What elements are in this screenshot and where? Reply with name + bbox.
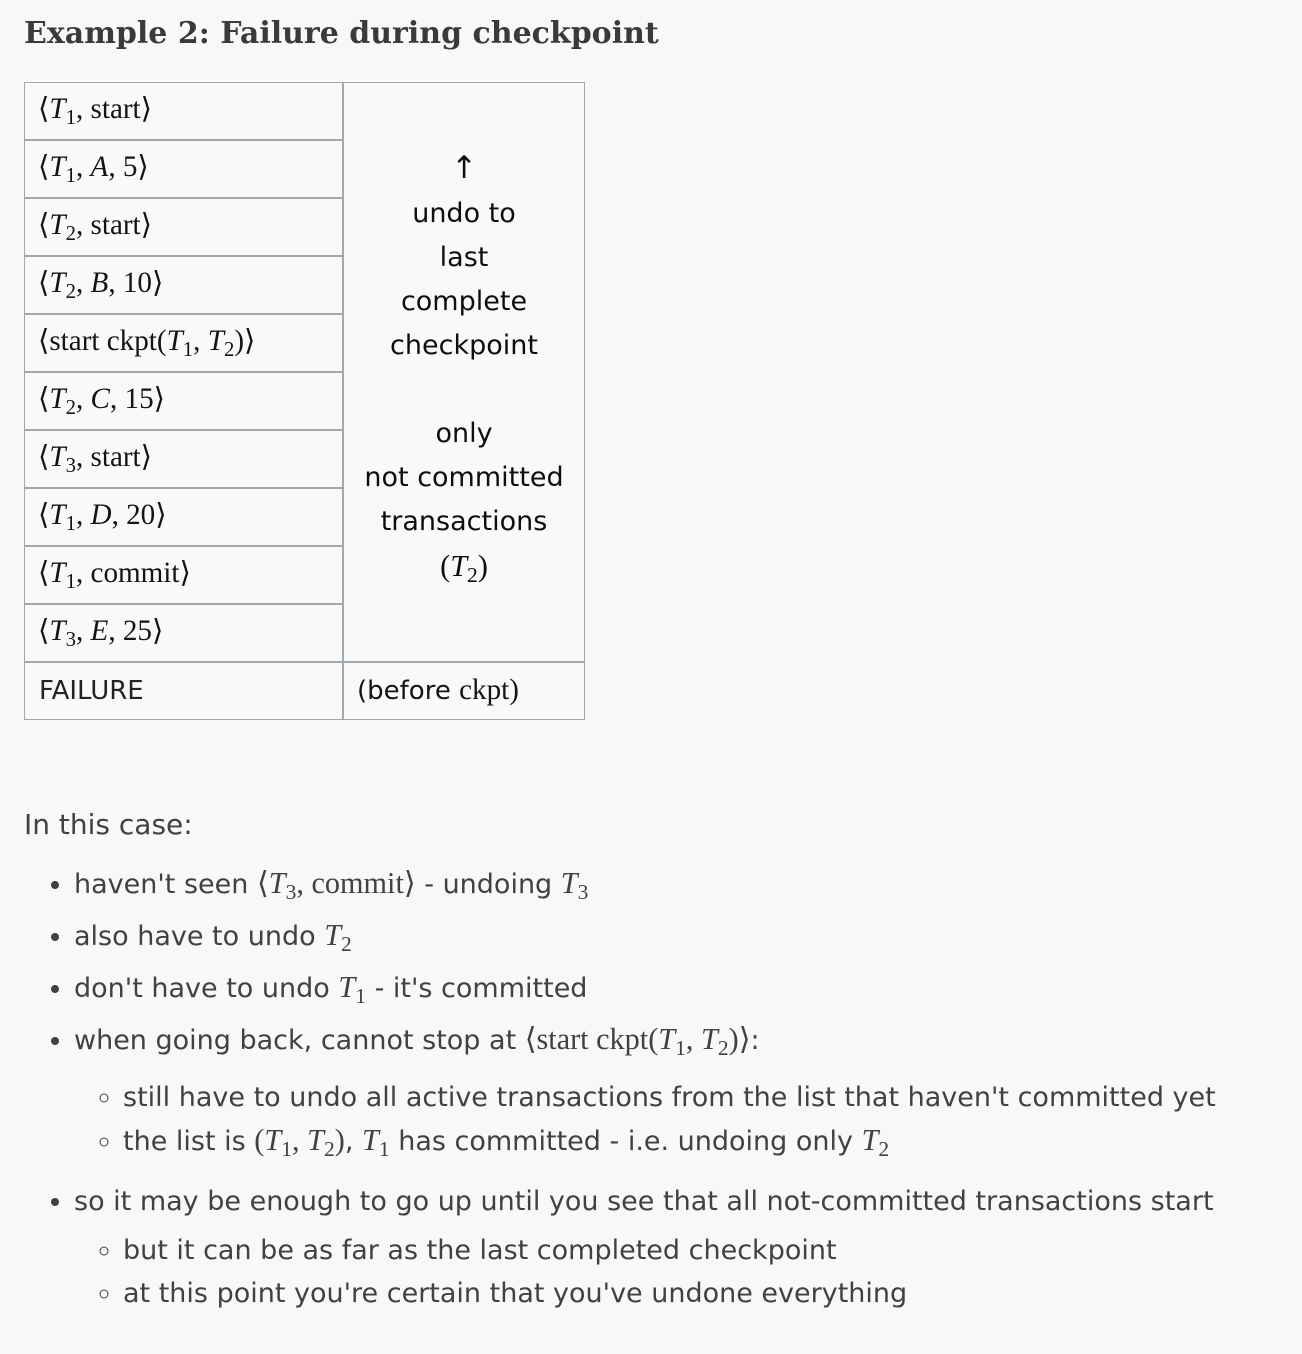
log-table: [24, 82, 585, 720]
before-ckpt-cell: (before ckpt): [343, 662, 585, 720]
log-record: $⟨T_2$, start⟩: [24, 198, 343, 256]
intro-text: In this case:: [24, 807, 193, 841]
table-row: [24, 662, 585, 720]
undo-annotation-cell: ↑ undo to last complete checkpoint only not committed transactions $(T_2)$: [343, 82, 585, 662]
list-item: • also have to undo $T_2$: [74, 914, 1278, 966]
log-record: $⟨T_1$, D, 20⟩: [24, 488, 343, 546]
list-item: • don't have to undo $T_1 - it's$ committed: [74, 966, 1278, 1018]
list-item: [74, 1018, 1278, 1171]
sub-list: [74, 1229, 1278, 1315]
table-row: [24, 82, 585, 140]
log-record: $⟨T_3$, E, 25⟩: [24, 604, 343, 662]
sub-list-item: ◦ at this point you're certain that you've undone everything: [123, 1272, 1278, 1315]
sub-list-item: ◦ the list is ($T_1$, $T_2$), $T_1$ has committed - i.e. undoing only $T_2$: [123, 1119, 1278, 1171]
page-title: Example 2: Failure during checkpoint: [24, 16, 659, 51]
list-item: • haven't seen $⟨T_3$, commit⟩ - undoing $T_3$: [74, 862, 1278, 914]
log-record: $⟨T_1$, commit⟩: [24, 546, 343, 604]
log-record: $⟨T_1$, A, 5⟩: [24, 140, 343, 198]
list-item: [74, 1180, 1278, 1315]
sub-list-item: ◦ but it can be as far as the last completed checkpoint: [123, 1229, 1278, 1272]
list-item-text: when going back, cannot stop at ⟨start $ckpt(T_1$, $T_2)⟩$:: [74, 1021, 760, 1060]
log-record: $⟨T_2$, B, 10⟩: [24, 256, 343, 314]
notes-list: [24, 862, 1278, 1315]
sub-list: [74, 1076, 1278, 1171]
log-record: ⟨start $ckpt(T_1$, $T_2)⟩$: [24, 314, 343, 372]
log-record: $⟨T_3$, start⟩: [24, 430, 343, 488]
failure-cell: FAILURE: [24, 662, 343, 720]
sub-list-item: ◦ still have to undo all active transactions from the list that haven't committed yet: [123, 1076, 1278, 1119]
log-record: $⟨T_2$, C, 15⟩: [24, 372, 343, 430]
log-record: $⟨T_1$, start⟩: [24, 82, 343, 140]
list-item-text: so it may be enough to go up until you see that all not-committed transactions start: [74, 1185, 1214, 1217]
